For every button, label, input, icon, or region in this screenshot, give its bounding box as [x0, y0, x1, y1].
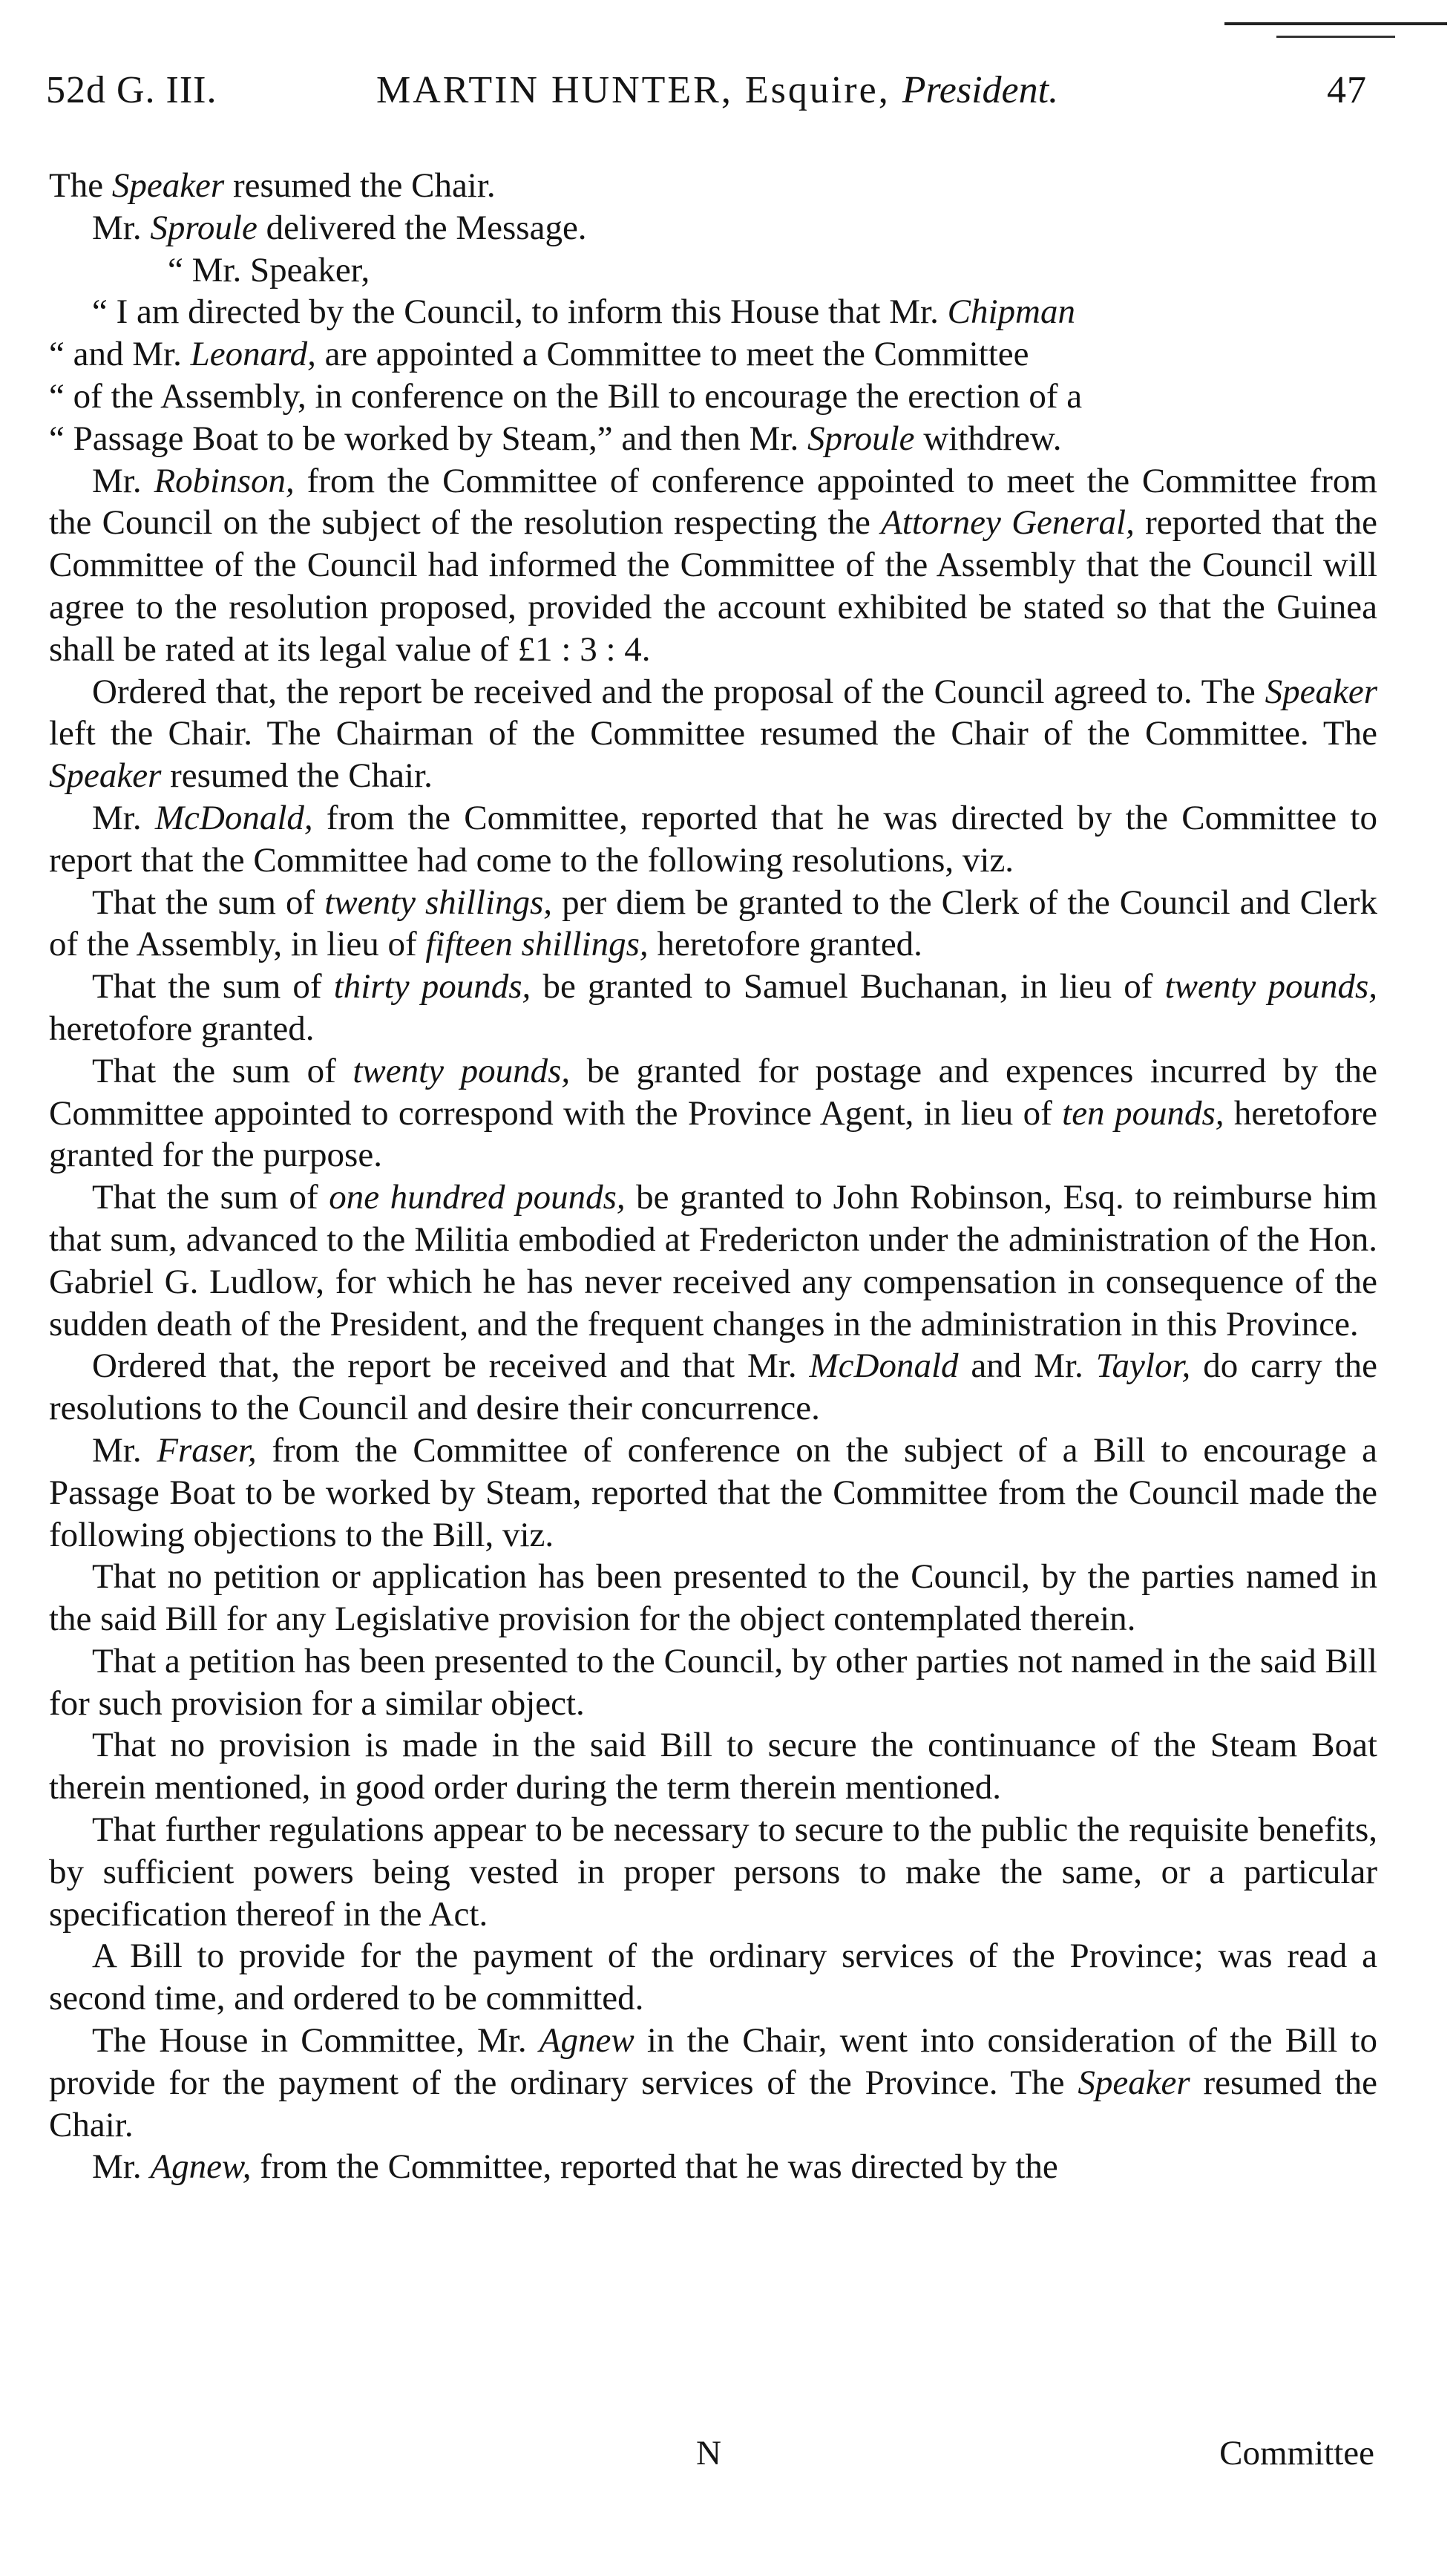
- paragraph: [49, 1176, 1377, 1345]
- text-run: “ of the Assembly, in conference on the Bill to encourage the erection of a: [49, 376, 1083, 416]
- text-run: from the Committee of conference on the subject of a Bill to encourage a Passage Boat to be worked by Steam, reported that the Committee from the Council made the following objections to the Bill, viz.: [49, 1430, 1377, 1554]
- text-run: from the Committee of conference appointed to meet the Committee from the Council on the subject of the resolution respecting the: [49, 461, 1377, 543]
- paragraph: [49, 1345, 1377, 1430]
- text-run: Mr.: [92, 798, 155, 837]
- italic-run: Speaker: [111, 166, 225, 205]
- paragraph: [49, 671, 1377, 797]
- italic-run: Agnew,: [150, 2147, 252, 2187]
- text-run: heretofore granted.: [648, 925, 922, 964]
- paragraph: [49, 333, 1377, 376]
- text-run: in the Chair, went into consideration of the Bill to provide for the payment of the ordinary services of the Province. The: [49, 2021, 1377, 2102]
- italic-run: Sproule: [807, 419, 915, 458]
- text-run: do carry the resolutions to the Council and desire their concurrence.: [49, 1346, 1377, 1428]
- italic-run: Leonard,: [190, 335, 316, 374]
- text-run: reported that the Committee of the Council had informed the Committee of the Assembly that the Council will agree to the resolution proposed, provided the account exhibited be stated so that the Guinea shall be rated at its legal value of £1 : 3 : 4.: [49, 503, 1377, 669]
- paragraph: [49, 1556, 1377, 1640]
- italic-run: McDonald: [809, 1346, 959, 1386]
- paragraph: [49, 1724, 1377, 1809]
- text-run: A Bill to provide for the payment of the ordinary services of the Province; was read a second time, and ordered to be committed.: [49, 1937, 1377, 2018]
- text-run: from the Committee, reported that he was directed by the: [251, 2147, 1058, 2187]
- text-run: That the sum of: [92, 967, 334, 1007]
- text-run: resumed the Chair.: [224, 166, 496, 205]
- paragraph: [49, 1050, 1377, 1176]
- text-run: and Mr.: [958, 1346, 1096, 1386]
- catchword: Committee: [1219, 2434, 1374, 2472]
- italic-run: Chipman: [947, 292, 1075, 332]
- paragraph: [49, 165, 1377, 207]
- paragraph: [49, 376, 1377, 418]
- italic-run: Speaker: [49, 756, 162, 796]
- italic-run: Speaker: [1265, 672, 1377, 711]
- text-run: withdrew.: [914, 419, 1062, 458]
- text-run: heretofore granted.: [49, 1009, 315, 1048]
- signature-mark: N: [696, 2434, 721, 2472]
- paragraph: [49, 1640, 1377, 1725]
- italic-run: fifteen shillings,: [425, 925, 649, 964]
- text-run: delivered the Message.: [257, 208, 587, 247]
- header-title-italic: President.: [902, 69, 1059, 111]
- text-run: left the Chair. The Chairman of the Committee resumed the Chair of the Committee. The: [49, 714, 1377, 753]
- text-run: That the sum of: [92, 883, 325, 922]
- text-run: “ and Mr.: [49, 335, 191, 374]
- paragraph: [49, 2020, 1377, 2146]
- text-run: That the sum of: [92, 1051, 353, 1090]
- text-run: resumed the Chair.: [49, 2063, 1377, 2144]
- text-run: Ordered that, the report be received and that Mr.: [92, 1346, 810, 1386]
- paragraph: [49, 249, 1377, 292]
- text-run: Mr.: [92, 208, 151, 247]
- paragraph: [49, 882, 1377, 966]
- italic-run: twenty pounds,: [1164, 967, 1377, 1007]
- italic-run: Taylor,: [1095, 1346, 1191, 1386]
- page-number: 47: [1327, 69, 1367, 111]
- page-footer: [49, 2433, 1377, 2478]
- paragraph: [49, 1935, 1377, 2020]
- italic-run: Fraser,: [157, 1430, 257, 1470]
- text-run: That further regulations appear to be necessary to secure to the public the requisite benefits, by sufficient powers being vested in proper persons to make the same, or a particular specification thereof in the Act.: [49, 1810, 1377, 1934]
- italic-run: thirty pounds,: [333, 967, 531, 1007]
- header-title-main: MARTIN HUNTER, Esquire,: [376, 69, 902, 111]
- paragraph: [49, 797, 1377, 882]
- text-run: be granted for postage and expences incurred by the Committee appointed to correspond with the Province Agent, in lieu of: [49, 1051, 1377, 1133]
- text-run: per diem be granted to the Clerk of the Council and Clerk of the Assembly, in lieu of: [49, 883, 1378, 964]
- italic-run: Speaker: [1078, 2063, 1190, 2102]
- text-run: be granted to Samuel Buchanan, in lieu of: [531, 967, 1165, 1007]
- session-label: 52d G. III.: [46, 69, 217, 111]
- paragraph: [49, 460, 1377, 671]
- text-run: be granted to John Robinson, Esq. to reimburse him that sum, advanced to the Militia embodied at Fredericton under the administration of the Hon. Gabriel G. Ludlow, for which he has never received any compensation in consequence of the sudden death of the President, and the frequent changes in the administration in this Province.: [49, 1178, 1377, 1343]
- italic-run: ten pounds,: [1062, 1093, 1224, 1133]
- text-run: resumed the Chair.: [161, 756, 433, 796]
- running-header: [46, 68, 1382, 135]
- italic-run: twenty pounds,: [352, 1051, 571, 1090]
- paragraph: [49, 1809, 1377, 1935]
- text-run: That a petition has been presented to the Council, by other parties not named in the said Bill for such provision for a similar object.: [49, 1641, 1377, 1723]
- paragraph: [49, 2146, 1377, 2188]
- text-run: That the sum of: [92, 1178, 329, 1217]
- italic-run: Attorney General,: [881, 503, 1135, 543]
- text-run: heretofore granted for the purpose.: [49, 1093, 1377, 1175]
- italic-run: twenty shillings,: [324, 883, 553, 922]
- italic-run: McDonald,: [154, 798, 313, 837]
- top-rule: [1224, 22, 1447, 25]
- text-run: are appointed a Committee to meet the Committee: [315, 335, 1029, 374]
- paragraph: [49, 966, 1377, 1050]
- paragraph: [49, 207, 1377, 249]
- text-run: “ Mr. Speaker,: [168, 250, 370, 289]
- text-run: The House in Committee, Mr.: [92, 2021, 540, 2061]
- header-title: [376, 68, 1058, 112]
- text-run: That no provision is made in the said Bill to secure the continuance of the Steam Boat therein mentioned, in good order during the term therein mentioned.: [49, 1726, 1377, 1807]
- journal-text: [49, 165, 1377, 2188]
- italic-run: Sproule: [150, 208, 258, 247]
- top-rule-secondary: [1276, 36, 1395, 38]
- text-run: “ Passage Boat to be worked by Steam,” and then Mr.: [49, 419, 808, 458]
- paragraph: [49, 1430, 1377, 1556]
- text-run: Mr.: [92, 461, 154, 500]
- text-run: Mr.: [92, 2147, 151, 2187]
- italic-run: Robinson,: [154, 461, 295, 500]
- paragraph: [49, 418, 1377, 460]
- text-run: Ordered that, the report be received and the proposal of the Council agreed to. The: [92, 672, 1265, 711]
- text-run: Mr.: [92, 1430, 157, 1470]
- paragraph: [49, 291, 1377, 333]
- text-run: That no petition or application has been presented to the Council, by the parties named in the said Bill for any Legislative provision for the object contemplated therein.: [49, 1557, 1377, 1639]
- text-run: “ I am directed by the Council, to inform this House that Mr.: [92, 292, 948, 332]
- italic-run: Agnew: [539, 2021, 634, 2061]
- text-run: from the Committee, reported that he was directed by the Committee to report that the Committee had come to the following resolutions, viz.: [49, 798, 1377, 880]
- italic-run: one hundred pounds,: [329, 1178, 626, 1217]
- text-run: The: [49, 166, 112, 205]
